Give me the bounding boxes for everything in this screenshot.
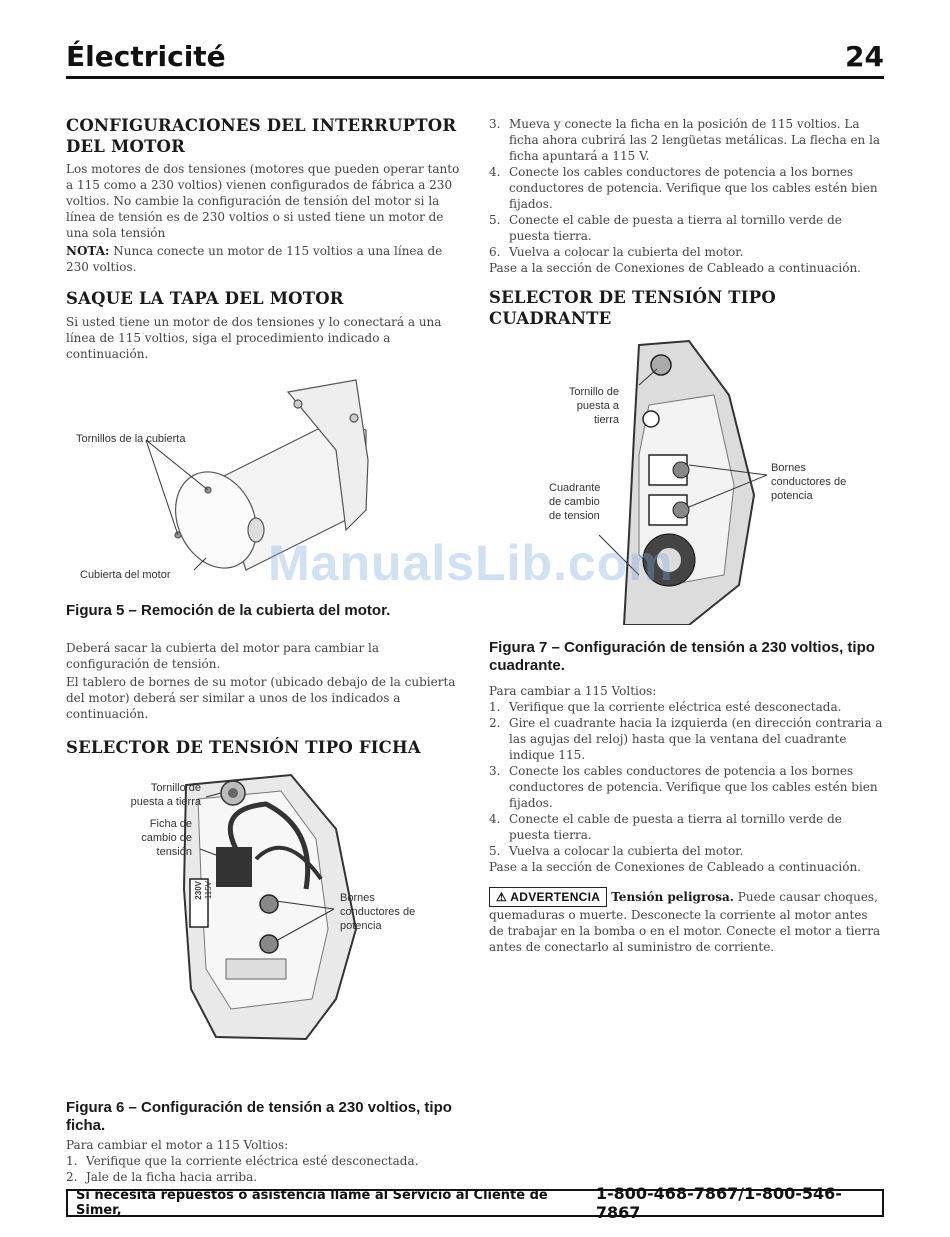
footer-phone: 1-800-468-7867/1-800-546-7867 [595,1184,842,1222]
list-item [66,1153,462,1169]
dial-intro: Para cambiar a 115 Voltios: [489,684,657,699]
figure-6 [66,769,462,1087]
list-item [489,843,885,859]
plug-label-230v: 230V [194,880,203,900]
paragraph-terminal-board: El tablero de bornes de su motor (ubicado debajo de la cubierta del motor) deberá ser similar a unos de los indicados a continuación. [66,674,456,721]
section-title-motor-switch: CONFIGURACIONES DEL INTERRUPTOR DEL MOTOR [66,116,457,156]
figure-6-caption: Figura 6 – Configuración de tensión a 230 voltios, tipo ficha. [66,1098,452,1134]
step-number: 3. [489,117,501,131]
label-voltage-dial: Cuadrante de cambio de tension [549,482,601,523]
note-text: Nunca conecte un motor de 115 voltios a una línea de 230 voltios. [66,244,443,275]
header-rule [66,76,884,79]
step-number: 4. [489,165,501,179]
step-text: Gire el cuadrante hacia la izquierda (en dirección contraria a las agujas del reloj) hasta que la ventana del cuadrante indique 115. [509,716,883,763]
label-ground-screw-dial: Tornillo de puesta a tierra [568,386,619,427]
section-title-dial-selector: SELECTOR DE TENSIÓN TIPO CUADRANTE [489,288,776,328]
next-section-note-1: Pase a la sección de Conexiones de Cableado a continuación. [489,261,861,275]
label-ground-screw-plug: Tornillo de puesta a tierra [130,781,201,808]
note-paragraph [66,243,462,275]
list-item [66,1169,462,1185]
step-text: Verifique que la corriente eléctrica esté desconectada. [509,700,842,715]
plug-steps-list [66,1153,462,1185]
plug-intro: Para cambiar el motor a 115 Voltios: [66,1137,289,1152]
watermark: ManualsLib.com [268,535,674,591]
step-number: 4. [489,812,501,827]
step-text: Vuelva a colocar la cubierta del motor. [509,844,744,859]
paragraph-dual-voltage: Los motores de dos tensiones (motores que pueden operar tanto a 115 como a 230 voltios) vienen configurados de fábrica a 230 voltios. No cambie la configuración de tensión del motor si la línea de tensión es de 230 voltios o si usted tiene un motor de una sola tensión [66,162,460,241]
step-text: Conecte los cables conductores de potencia a los bornes conductores de potencia. Verifique que los cables estén bien fijados. [509,764,878,811]
step-number: 6. [489,245,501,259]
step-text: Conecte el cable de puesta a tierra al tornillo verde de puesta tierra. [509,213,842,243]
section-title-remove-cover: SAQUE LA TAPA DEL MOTOR [66,289,344,309]
step-number: 3. [489,764,501,779]
plug-label-115v: 115V [204,880,213,899]
warning-triangle-icon: ⚠ [496,890,508,905]
warning-badge [489,887,607,907]
step-text: Vuelva a colocar la cubierta del motor. [509,245,744,259]
label-power-terminals-dial: Bornes conductores de potencia [771,462,847,503]
figure-7-caption: Figura 7 – Configuración de tensión a 230 voltios, tipo cuadrante. [489,639,875,675]
left-column [66,116,462,1185]
label-motor-cover: Cubierta del motor [80,568,171,581]
step-text: Conecte los cables conductores de potencia a los bornes conductores de potencia. Verifique que los cables estén bien fijados. [509,165,878,211]
label-voltage-plug: Ficha de cambio de tensión [141,817,192,858]
list-item [489,116,885,164]
step-text: Verifique que la corriente eléctrica esté desconectada. [86,1153,419,1168]
list-item [489,164,885,212]
list-item [489,811,885,843]
label-cover-screws: Tornillos de la cubierta [76,432,186,445]
step-number: 1. [66,1153,78,1168]
warning-text: Puede causar choques, quemaduras o muerte. Desconecte la corriente al motor antes de trabajar en la bomba o en el motor. Conecte el motor a tierra antes de conectarlo al suministro de corriente. [489,890,881,955]
note-label: NOTA: [66,244,110,259]
step-text: Conecte el cable de puesta a tierra al tornillo verde de puesta tierra. [509,812,842,843]
step-number: 2. [66,1169,78,1184]
step-number: 2. [489,716,501,731]
list-item [489,212,885,244]
list-item [489,763,885,811]
label-power-terminals-plug: Bornes conductores de potencia [340,891,416,932]
step-number: 1. [489,700,501,715]
figure-5-caption: Figura 5 – Remoción de la cubierta del motor. [66,601,391,619]
page-title: Électricité [66,40,226,73]
step-text: Jale de la ficha hacia arriba. [86,1169,258,1184]
dial-steps-list [489,699,885,859]
warning-bold: Tensión peligrosa. [611,890,734,905]
next-section-note-2: Pase a la sección de Conexiones de Cableado a continuación. [489,860,861,875]
list-item [489,715,885,763]
list-item [489,244,885,260]
warning-box [489,887,885,955]
paragraph-remove-cover: Si usted tiene un motor de dos tensiones y lo conectará a una línea de 115 voltios, siga el procedimiento indicado a continuación. [66,314,442,361]
paragraph-cover-needed: Deberá sacar la cubierta del motor para cambiar la configuración de tensión. [66,640,380,671]
plug-steps-continued [489,116,885,260]
footer-text: Si necesita repuestos o asistencia llame al Servicio al Cliente de Simer, [76,1188,548,1218]
warning-badge-label: ADVERTENCIA [510,890,601,905]
step-number: 5. [489,844,501,859]
page-number: 24 [845,40,884,73]
footer-box [66,1184,884,1222]
list-item [489,699,885,715]
step-number: 5. [489,213,501,227]
step-text: Mueva y conecte la ficha en la posición de 115 voltios. La ficha ahora cubrirá las 2 lengüetas metálicas. La flecha en la ficha apuntará a 115 V. [509,117,881,163]
section-title-plug-selector: SELECTOR DE TENSIÓN TIPO FICHA [66,737,421,757]
